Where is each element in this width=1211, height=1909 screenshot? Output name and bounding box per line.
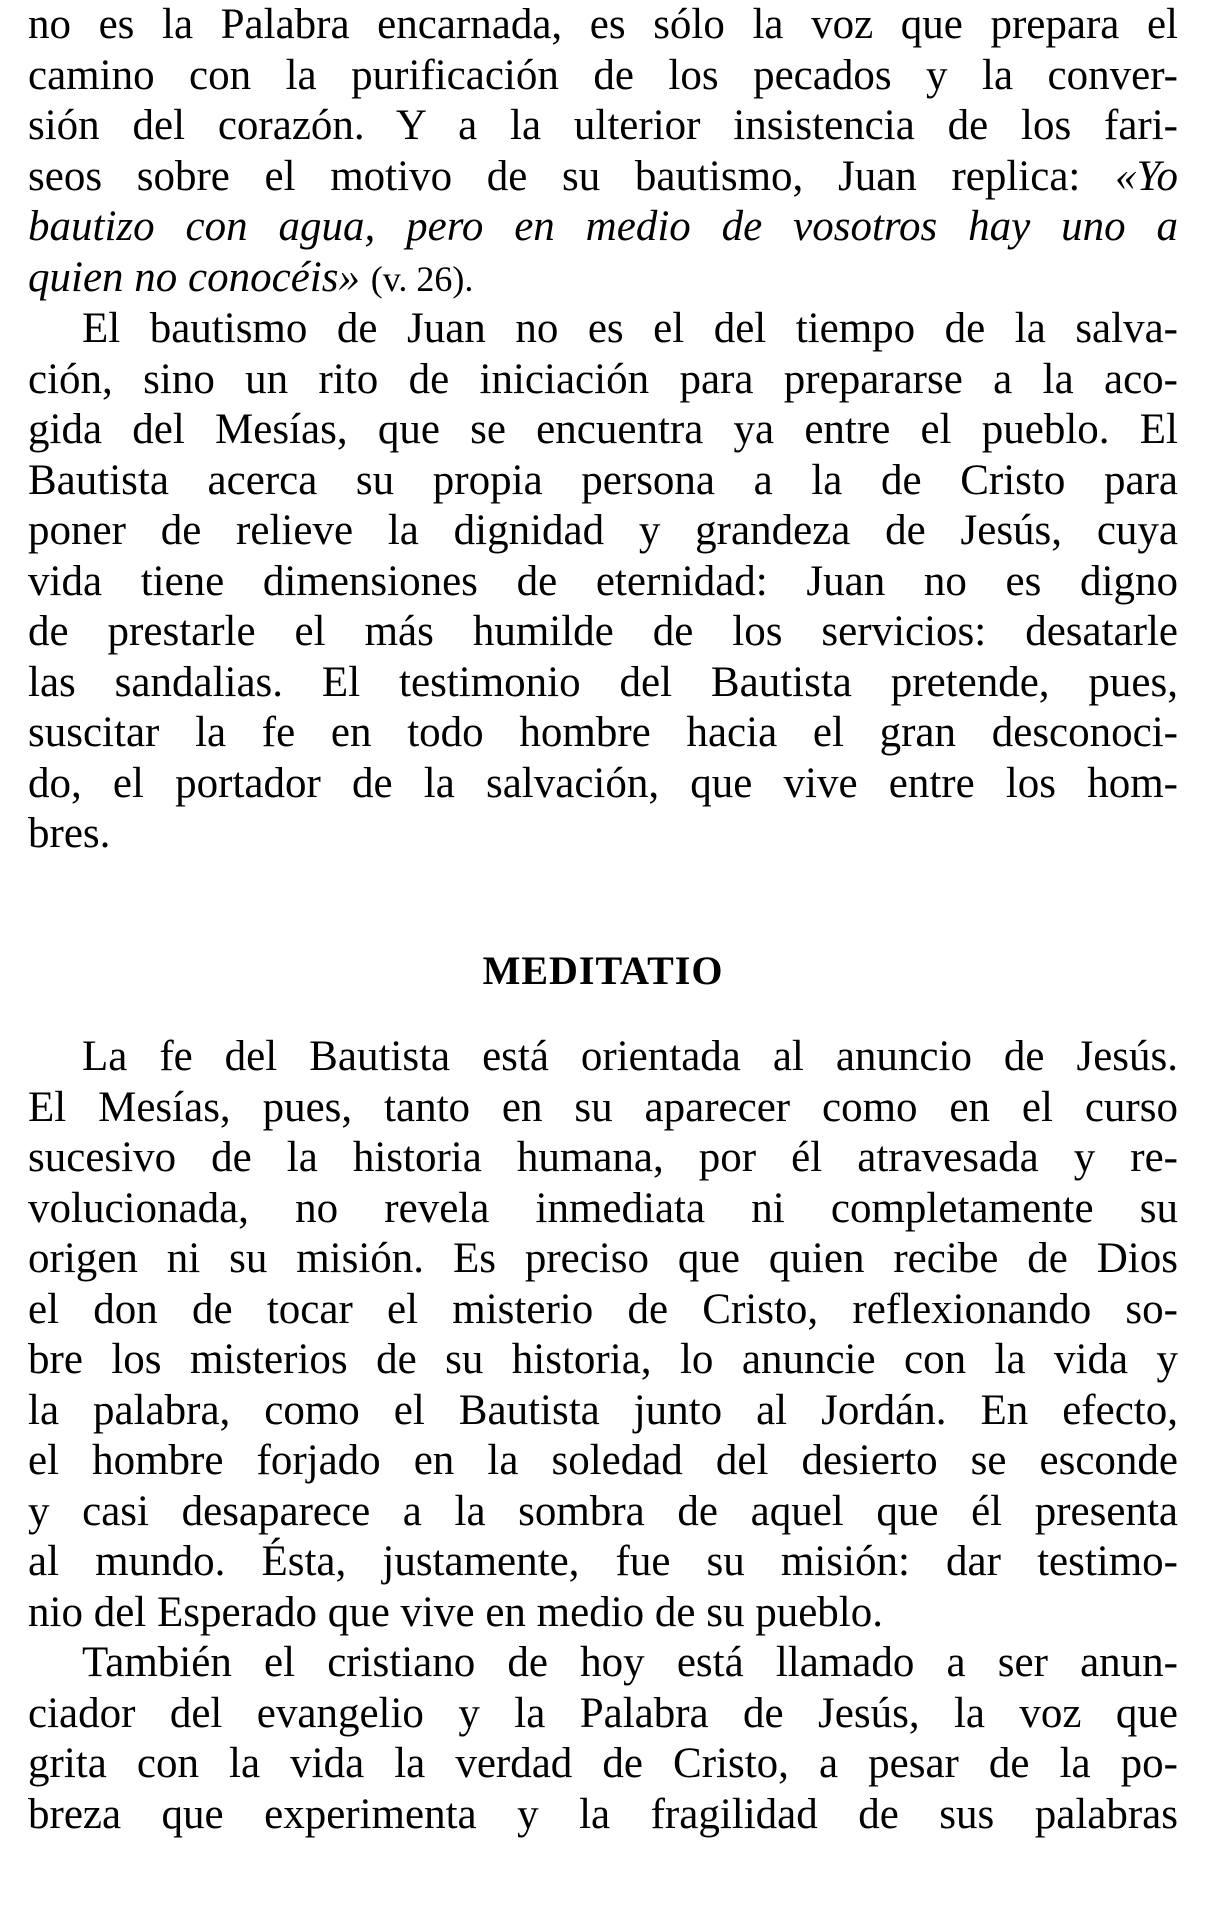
text-line: el don de tocar el misterio de Cristo, reflexionando so- — [28, 1285, 1178, 1333]
scripture-quote: bautizo con agua, pero en medio de vosotros hay uno a — [28, 203, 1178, 250]
scripture-quote: quien no conocéis» — [28, 253, 360, 301]
text-line: origen ni su misión. Es preciso que quien recibe de Dios — [28, 1235, 1178, 1282]
text-line: la palabra, como el Bautista junto al Jordán. En efecto, — [28, 1386, 1178, 1434]
text-line: de prestarle el más humilde de los servicios: desatarle — [28, 608, 1178, 655]
text-line: También el cristiano de hoy está llamado a ser anun- — [82, 1639, 1178, 1686]
text-line: bres. — [28, 810, 111, 857]
text-line — [28, 152, 1178, 203]
scripture-quote: «Yo — [1115, 152, 1178, 200]
text-line: y casi desaparece a la sombra de aquel que él presenta — [28, 1487, 1178, 1535]
text-line: el hombre forjado en la soledad del desierto se esconde — [28, 1437, 1178, 1484]
text-line: El Mesías, pues, tanto en su aparecer como en el curso — [28, 1083, 1178, 1131]
text-line: sucesivo de la historia humana, por él atravesada y re- — [28, 1134, 1178, 1181]
text-line: breza que experimenta y la fragilidad de sus palabras — [28, 1790, 1178, 1838]
section-heading: MEDITATIO — [482, 947, 724, 993]
text-line: La fe del Bautista está orientada al anuncio de Jesús. — [82, 1033, 1178, 1080]
text-line: no es la Palabra encarnada, es sólo la voz que prepara el — [28, 1, 1178, 48]
section-gap — [28, 996, 1178, 1032]
text-line: volucionada, no revela inmediata ni completamente su — [28, 1184, 1178, 1232]
section-gap — [28, 860, 1178, 946]
paragraph — [28, 1032, 1178, 1638]
text-line: ciador del evangelio y la Palabra de Jesús, la voz que — [28, 1689, 1178, 1737]
text-line: camino con la purificación de los pecados y la conver- — [28, 51, 1178, 99]
text-line: poner de relieve la dignidad y grandeza de Jesús, cuya — [28, 507, 1178, 554]
paragraph — [28, 1638, 1178, 1840]
text-line: las sandalias. El testimonio del Bautista pretende, pues, — [28, 658, 1178, 706]
text-fragment: seos sobre el motivo de su bautismo, Juan replica: — [28, 152, 1116, 200]
text-line: bre los misterios de su historia, lo anuncie con la vida y — [28, 1336, 1178, 1383]
paragraph — [28, 304, 1178, 860]
verse-reference: (v. 26). — [370, 258, 474, 299]
text-line — [28, 253, 1178, 305]
text-line: suscitar la fe en todo hombre hacia el gran desconoci- — [28, 709, 1178, 756]
text-line: al mundo. Ésta, justamente, fue su misión: dar testimo- — [28, 1538, 1178, 1585]
text-line: do, el portador de la salvación, que vive entre los hom- — [28, 759, 1178, 807]
text-line: grita con la vida la verdad de Cristo, a pesar de la po- — [28, 1740, 1178, 1787]
text-line: sión del corazón. Y a la ulterior insistencia de los fari- — [28, 102, 1178, 149]
document-page — [28, 0, 1178, 1840]
text-line: Bautista acerca su propia persona a la de Cristo para — [28, 456, 1178, 504]
text-line: gida del Mesías, que se encuentra ya entre el pueblo. El — [28, 406, 1178, 453]
text-line: El bautismo de Juan no es el del tiempo de la salva- — [82, 305, 1178, 352]
text-line: vida tiene dimensiones de eternidad: Juan no es digno — [28, 557, 1178, 605]
paragraph-continuation — [28, 0, 1178, 304]
text-line: ción, sino un rito de iniciación para prepararse a la aco- — [28, 355, 1178, 403]
text-line: nio del Esperado que vive en medio de su pueblo. — [28, 1588, 884, 1636]
